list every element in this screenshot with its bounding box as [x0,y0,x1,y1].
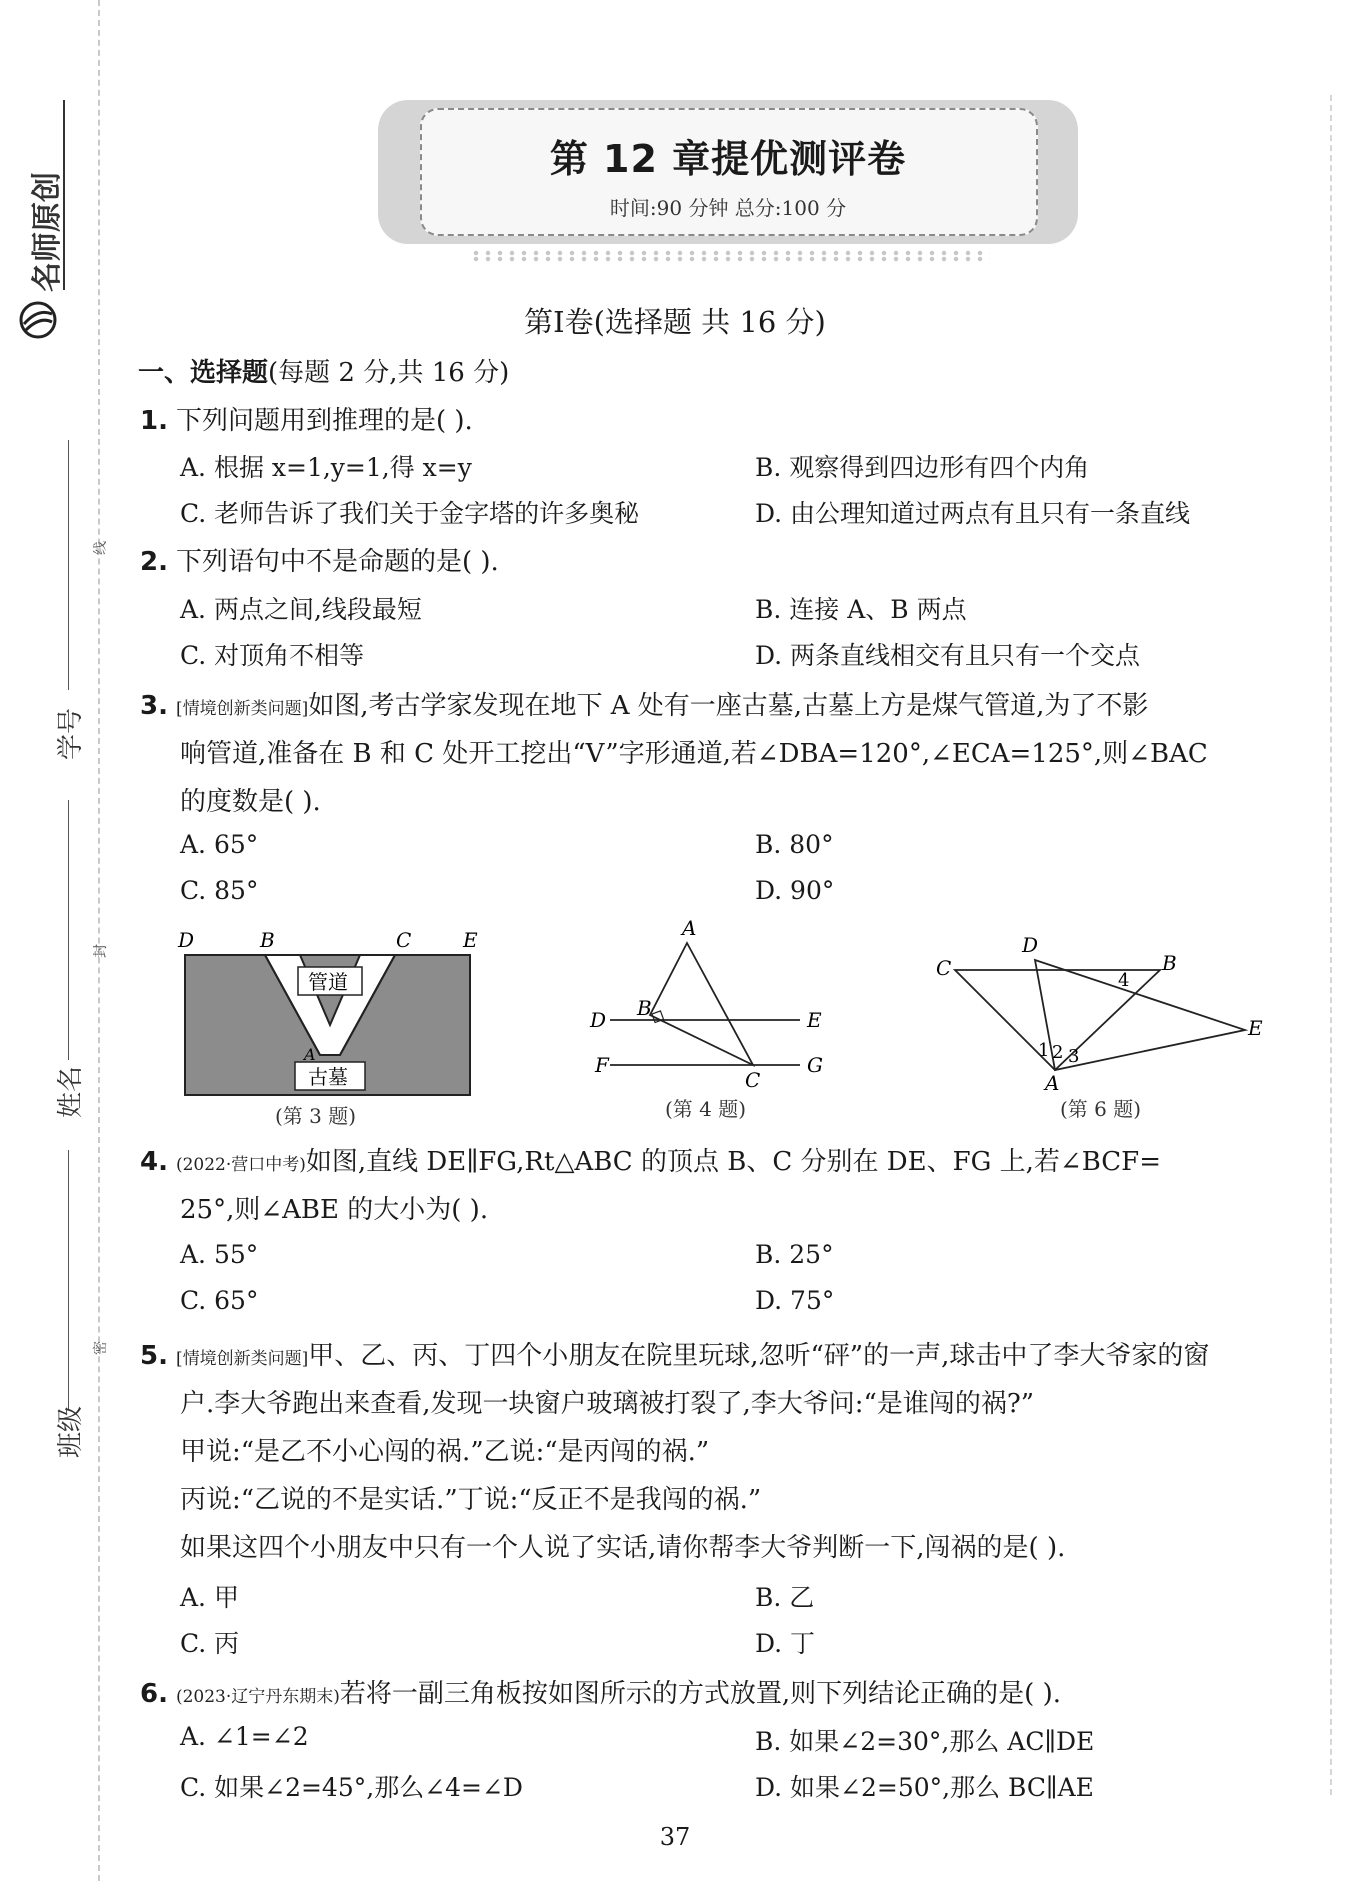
label-student-id: 学号 [56,707,86,760]
fig6-label-4: 4 [1118,970,1130,991]
q6-option-b: B. 如果∠2=30°,那么 AC∥DE [755,1727,1095,1756]
fig3-label-B: B [260,928,275,952]
q4-option-c: C. 65° [180,1286,259,1315]
q1-option-a: A. 根据 x=1,y=1,得 x=y [180,453,472,482]
id-blank-line [68,440,69,690]
figure-6 [930,930,1280,1100]
decorative-dots [470,250,990,262]
question-stem-line: 25°,则∠ABE 的大小为( ). [180,1195,489,1225]
q3-option-a: A. 65° [180,830,259,859]
q5-option-c: C. 丙 [180,1629,240,1658]
q6-option-d: D. 如果∠2=50°,那么 BC∥AE [755,1773,1094,1802]
question-stem: 下列语句中不是命题的是( ). [175,547,499,577]
page-title: 第 12 章提优测评卷 [549,137,907,181]
q2-option-a: A. 两点之间,线段最短 [180,595,422,624]
q5-option-a: A. 甲 [180,1583,239,1612]
question-stem-line: 的度数是( ). [180,787,321,817]
question-tag: (2022·营口中考) [175,1155,306,1175]
question-5 [140,1332,1209,1383]
q1-option-c: C. 老师告诉了我们关于金字塔的许多奥秘 [180,499,640,528]
fig4-label-G: G [807,1053,823,1077]
figure-6-caption: (第 6 题) [1060,1097,1142,1121]
question-number: 2. [140,547,168,577]
q6-option-a: A. ∠1=∠2 [180,1722,309,1751]
q5-option-d: D. 丁 [755,1629,816,1658]
question-4 [140,1138,1161,1189]
question-1 [140,397,473,445]
question-stem: 下列问题用到推理的是( ). [175,406,473,436]
question-stem-line: 甲说:“是乙不小心闯的祸.”乙说:“是丙闯的祸.” [180,1437,710,1467]
question-stem-line: 如图,考古学家发现在地下 A 处有一座古墓,古墓上方是煤气管道,为了不影 [308,691,1149,721]
question-number: 3. [140,691,168,721]
q6-option-c: C. 如果∠2=45°,那么∠4=∠D [180,1773,523,1802]
binding-dashed-line [98,0,100,1881]
brand-name: 名师原创 [30,172,65,292]
fig4-label-F: F [595,1053,609,1077]
question-tag: [情境创新类问题] [175,1349,309,1369]
fig4-label-E: E [807,1008,822,1032]
figure-4-caption: (第 4 题) [665,1097,747,1121]
fig6-label-A: A [1045,1071,1060,1095]
question-number: 5. [140,1341,168,1371]
fig3-label-pipe: 管道 [308,970,348,994]
section-title: 一、选择题 [138,358,269,388]
figure-4 [585,915,835,1105]
question-stem-line: 丙说:“乙说的不是实话.”丁说:“反正不是我闯的祸.” [180,1485,762,1515]
q5-option-b: B. 乙 [755,1583,815,1612]
q3-option-d: D. 90° [755,876,835,905]
fig6-label-1: 1 [1038,1040,1050,1061]
fig4-label-A: A [682,916,697,940]
seal-mark-secret: 密 [93,1341,109,1355]
question-stem-line: 如图,直线 DE∥FG,Rt△ABC 的顶点 B、C 分别在 DE、FG 上,若∠BCF= [305,1147,1162,1177]
q1-option-d: D. 由公理知道过两点有且只有一条直线 [755,499,1191,528]
question-3 [140,682,1148,733]
seal-mark-line: 线 [93,541,109,555]
fig3-label-A: A [304,1045,316,1064]
q4-option-d: D. 75° [755,1286,835,1315]
fig6-label-B: B [1162,951,1177,975]
figure-3 [170,925,490,1125]
section-heading [138,352,509,389]
question-number: 6. [140,1679,168,1709]
question-stem-line: 响管道,准备在 B 和 C 处开工挖出“V”字形通道,若∠DBA=120°,∠ECA=125°,则∠BAC [180,739,1208,769]
q3-option-c: C. 85° [180,876,259,905]
q2-option-d: D. 两条直线相交有且只有一个交点 [755,641,1141,670]
fig4-label-D: D [590,1008,607,1032]
q3-option-b: B. 80° [755,830,834,859]
question-number: 4. [140,1147,168,1177]
section-note: (每题 2 分,共 16 分) [268,358,510,388]
question-tag: (2023·辽宁丹东期末) [175,1687,340,1707]
fig4-label-C: C [745,1068,761,1092]
q4-option-b: B. 25° [755,1240,834,1269]
q4-option-a: A. 55° [180,1240,259,1269]
name-blank-line [68,800,69,1060]
q2-option-b: B. 连接 A、B 两点 [755,595,967,624]
fig4-label-B: B [637,996,652,1020]
question-tag: [情境创新类问题] [175,699,309,719]
question-2 [140,538,499,586]
label-class: 班级 [56,1405,86,1458]
fig3-label-C: C [396,928,412,952]
question-number: 1. [140,406,168,436]
question-6 [140,1670,1061,1721]
exam-meta: 时间:90 分钟 总分:100 分 [609,196,847,220]
fig3-label-E: E [463,928,478,952]
fig6-label-D: D [1022,933,1039,957]
fig3-label-tomb: 古墓 [308,1065,348,1089]
figure-3-caption: (第 3 题) [275,1104,357,1128]
fig6-label-C: C [936,956,952,980]
q1-option-b: B. 观察得到四边形有四个内角 [755,453,1090,482]
question-stem-line: 户.李大爷跑出来查看,发现一块窗户玻璃被打裂了,李大爷问:“是谁闯的祸?” [180,1389,1035,1419]
part-title: 第Ⅰ卷(选择题 共 16 分) [524,305,826,339]
question-stem-line: 如果这四个小朋友中只有一个人说了实话,请你帮李大爷判断一下,闯祸的是( ). [180,1533,1066,1563]
right-margin-dashed-line [1330,95,1332,1795]
fig3-label-D: D [178,928,195,952]
seal-mark-seal: 封 [93,944,109,958]
fig6-label-E: E [1248,1016,1263,1040]
page-number: 37 [659,1823,691,1851]
question-stem: 若将一副三角板按如图所示的方式放置,则下列结论正确的是( ). [339,1679,1061,1709]
class-blank-line [68,1150,69,1410]
q2-option-c: C. 对顶角不相等 [180,641,365,670]
fig6-label-2: 2 [1052,1042,1064,1063]
question-stem-line: 甲、乙、丙、丁四个小朋友在院里玩球,忽听“砰”的一声,球击中了李大爷家的窗 [308,1341,1210,1371]
fig6-label-3: 3 [1068,1046,1080,1067]
label-name: 姓名 [56,1065,86,1118]
